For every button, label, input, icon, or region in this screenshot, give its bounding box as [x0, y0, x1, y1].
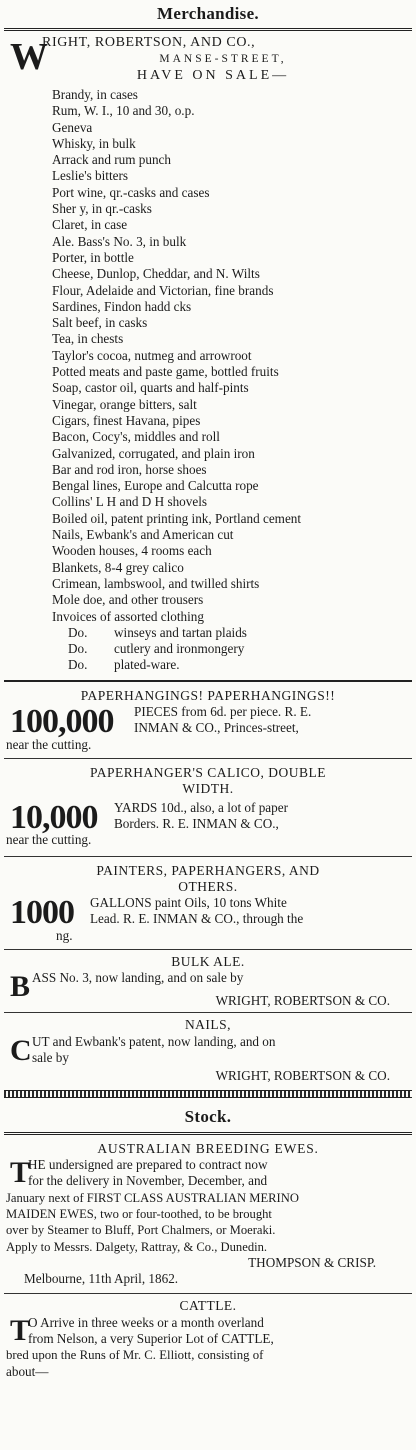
list-item: Cheese, Dunlop, Cheddar, and N. Wilts: [52, 266, 260, 282]
list-item: Claret, in case: [52, 217, 128, 233]
list-item: Crimean, lambswool, and twilled shirts: [52, 575, 260, 591]
street-name: MANSE-STREET,: [159, 53, 287, 66]
ewes-line-4: MAIDEN EWES, two or four-toothed, to be brought: [6, 1206, 272, 1221]
nails-line-1: UT and Ewbank's patent, now landing, and on: [32, 1033, 276, 1049]
paperhangings-title: PAPERHANGINGS! PAPERHANGINGS!!: [80, 687, 336, 703]
cattle-ad: [0, 1294, 416, 1379]
ditto-text: winseys and tartan plaids: [114, 624, 247, 640]
ewes-body: [6, 1157, 410, 1287]
painters-line-2: Lead. R. E. INMAN & CO., through the: [90, 911, 304, 927]
painters-line-1: GALLONS paint Oils, 10 tons White: [90, 895, 287, 911]
ewes-line-2: for the delivery in November, December, and: [28, 1173, 268, 1189]
list-item: Soap, castor oil, quarts and half-pints: [52, 380, 249, 396]
nails-line-2: sale by: [32, 1050, 69, 1066]
cattle-line-2: from Nelson, a very Superior Lot of CATTLE,: [28, 1331, 274, 1347]
list-item: Nails, Ewbank's and American cut: [52, 527, 234, 543]
list-item: Arrack and rum punch: [52, 152, 172, 168]
ewes-line-5: over by Steamer to Bluff, Port Chalmers, or Moeraki.: [6, 1223, 276, 1238]
list-item: Whisky, in bulk: [52, 135, 136, 151]
list-item: Porter, in bottle: [52, 249, 134, 265]
nails-body: [6, 1034, 410, 1086]
painters-body: [6, 895, 410, 945]
list-item: Invoices of assorted clothing: [52, 608, 204, 624]
list-item: Leslie's bitters: [52, 168, 128, 184]
paperhangings-quantity: 100,000: [10, 702, 114, 740]
calico-ad: [0, 759, 416, 850]
paperhangings-line-1: PIECES from 6d. per piece. R. E.: [134, 703, 312, 719]
merchandise-list: [6, 87, 410, 625]
calico-line-1: YARDS 10d., also, a lot of paper: [114, 799, 288, 815]
drop-cap-t: T: [10, 1156, 31, 1190]
bulk-ale-title: BULK ALE.: [171, 954, 245, 970]
list-item: Blankets, 8-4 grey calico: [52, 559, 184, 575]
paperhangings-ad: [0, 682, 416, 752]
painters-ad: [0, 857, 416, 946]
nails-title: NAILS,: [184, 1017, 232, 1033]
wright-robertson-ad: [0, 31, 416, 674]
drop-cap-w: W: [10, 36, 48, 78]
list-item: Geneva: [52, 119, 93, 135]
calico-line-2: Borders. R. E. INMAN & CO.,: [114, 815, 279, 831]
ewes-title: AUSTRALIAN BREEDING EWES.: [97, 1140, 319, 1156]
list-item: Mole doe, and other trousers: [52, 592, 204, 608]
list-item: Sardines, Findon hadd cks: [52, 298, 192, 314]
stock-heading: Stock.: [184, 1106, 232, 1126]
bulk-ale-line-1: ASS No. 3, now landing, and on sale by: [32, 970, 244, 986]
list-item: Wooden houses, 4 rooms each: [52, 543, 212, 559]
drop-cap-b: B: [10, 970, 31, 1004]
merchandise-heading: Merchandise.: [157, 4, 259, 23]
ditto-mark: Do.: [68, 657, 88, 673]
breeding-ewes-ad: [0, 1135, 416, 1288]
list-item: Boiled oil, patent printing ink, Portland cement: [52, 510, 302, 526]
hatched-divider: [4, 1090, 412, 1098]
have-on-sale: HAVE ON SALE—: [136, 67, 290, 83]
calico-line-3: near the cutting.: [6, 832, 92, 848]
list-item: Bar and rod iron, horse shoes: [52, 461, 207, 477]
cattle-line-4: about—: [6, 1363, 49, 1379]
firm-name: RIGHT, ROBERTSON, AND CO.,: [42, 35, 256, 50]
ditto-list: [6, 625, 410, 674]
list-item: Cigars, finest Havana, pipes: [52, 412, 201, 428]
list-item: Vinegar, orange bitters, salt: [52, 396, 197, 412]
painters-title-2: OTHERS.: [178, 878, 238, 894]
list-item: Taylor's cocoa, nutmeg and arrowroot: [52, 347, 252, 363]
paperhangings-line-3: near the cutting.: [6, 736, 92, 752]
ewes-dateline: Melbourne, 11th April, 1862.: [24, 1271, 179, 1287]
list-item: Rum, W. I., 10 and 30, o.p.: [52, 103, 195, 119]
cattle-line-1: O Arrive in three weeks or a month overland: [28, 1314, 264, 1330]
ditto-mark: Do.: [68, 624, 88, 640]
list-item: Salt beef, in casks: [52, 315, 148, 331]
list-item: Brandy, in cases: [52, 87, 138, 102]
nails-signature: WRIGHT, ROBERTSON & CO.: [215, 1068, 390, 1084]
list-item: Sher y, in qr.-casks: [52, 201, 152, 217]
ewes-line-1: HE undersigned are prepared to contract now: [28, 1157, 268, 1173]
cattle-line-3: bred upon the Runs of Mr. C. Elliott, consisting of: [6, 1348, 264, 1363]
calico-title-1: PAPERHANGER'S CALICO, DOUBLE: [89, 764, 327, 780]
nails-ad: [0, 1013, 416, 1085]
list-item: Collins' L H and D H shovels: [52, 494, 208, 510]
calico-title-2: WIDTH.: [182, 781, 234, 797]
drop-cap-t: T: [10, 1313, 31, 1347]
painters-title-1: PAINTERS, PAPERHANGERS, AND: [96, 862, 320, 878]
list-item: Flour, Adelaide and Victorian, fine brands: [52, 282, 274, 298]
ditto-text: cutlery and ironmongery: [114, 641, 245, 657]
list-item: Tea, in chests: [52, 331, 124, 347]
bulk-ale-body: [6, 970, 410, 1008]
bulk-ale-ad: [0, 950, 416, 1008]
ewes-line-6: Apply to Messrs. Dalgety, Rattray, & Co., Dunedin.: [6, 1239, 268, 1254]
paperhangings-body: [6, 704, 410, 752]
calico-quantity: 10,000: [10, 798, 98, 836]
ewes-line-3: January next of FIRST CLASS AUSTRALIAN MERINO: [6, 1190, 299, 1205]
ditto-item: [6, 657, 410, 673]
ditto-text: plated-ware.: [114, 657, 180, 673]
cattle-body: [6, 1315, 410, 1380]
list-item: Potted meats and paste game, bottled fruits: [52, 364, 279, 380]
list-item: Port wine, qr.-casks and cases: [52, 184, 210, 200]
ewes-signature: THOMPSON & CRISP.: [248, 1254, 376, 1270]
bulk-ale-signature: WRIGHT, ROBERTSON & CO.: [215, 992, 390, 1008]
paperhangings-line-2: INMAN & CO., Princes-street,: [134, 720, 299, 736]
ditto-item: [6, 625, 410, 641]
list-item: Ale. Bass's No. 3, in bulk: [52, 233, 187, 249]
wright-ad-header: [6, 35, 410, 87]
painters-line-3: ng.: [56, 927, 73, 943]
ditto-item: [6, 641, 410, 657]
list-item: Bacon, Cocy's, middles and roll: [52, 429, 220, 445]
calico-body: [6, 800, 410, 850]
cattle-title: CATTLE.: [179, 1298, 237, 1314]
drop-cap-c: C: [10, 1033, 32, 1067]
painters-quantity: 1000: [10, 894, 74, 932]
list-item: Galvanized, corrugated, and plain iron: [52, 445, 255, 461]
list-item: Bengal lines, Europe and Calcutta rope: [52, 478, 259, 494]
ditto-mark: Do.: [68, 641, 88, 657]
